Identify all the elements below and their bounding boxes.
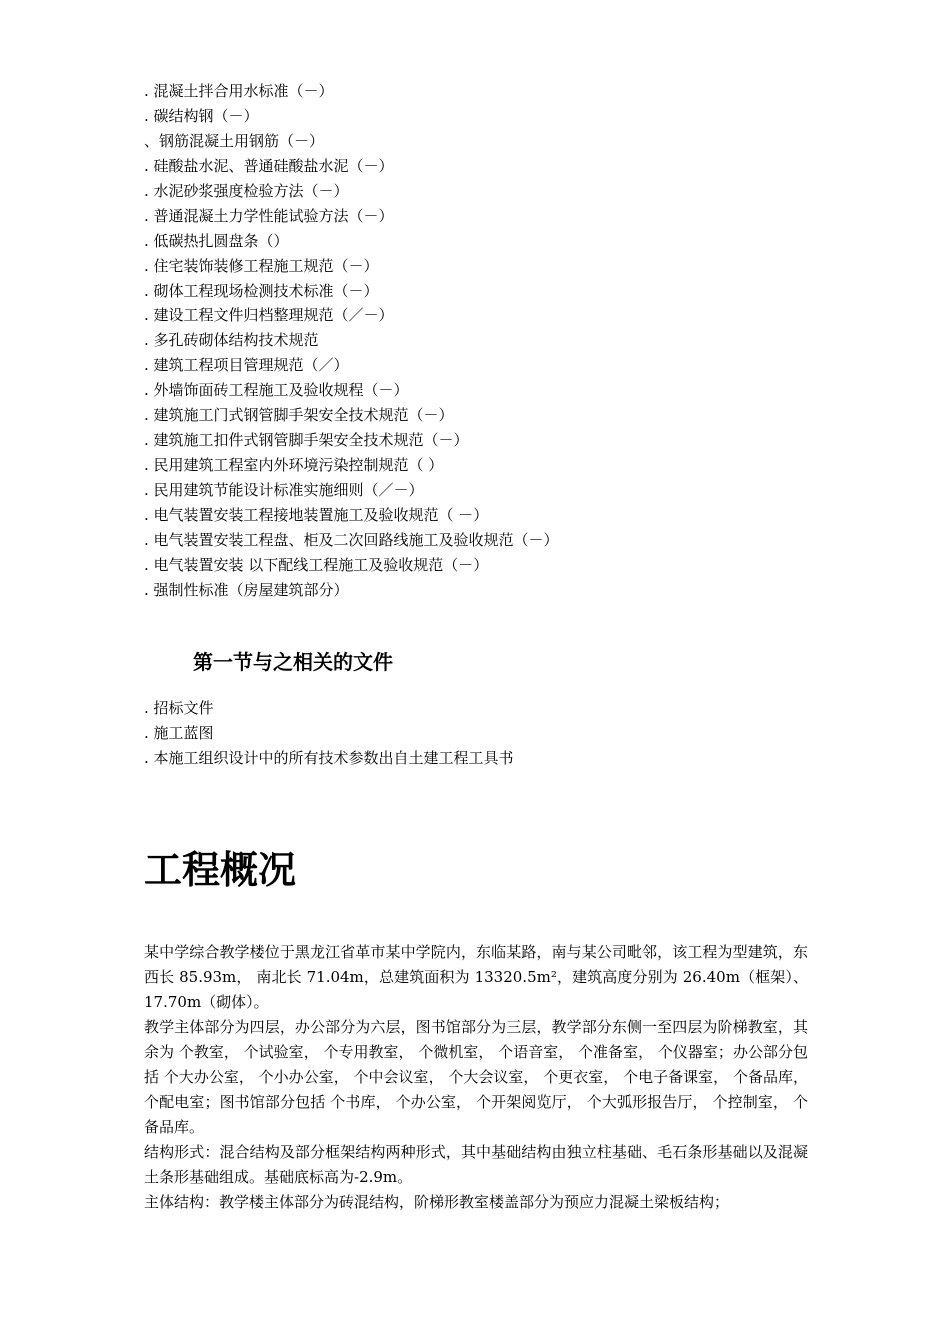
section-heading: 第一节与之相关的文件 bbox=[193, 650, 393, 674]
project-overview bbox=[144, 940, 808, 1215]
document-item: . 招标文件 bbox=[144, 699, 214, 717]
standard-item: . 碳结构钢（－） bbox=[144, 106, 259, 125]
standard-item: . 多孔砖砌体结构技术规范 bbox=[144, 331, 319, 350]
chapter-heading: 工程概况 bbox=[144, 847, 297, 892]
standard-item: . 硅酸盐水泥、普通硅酸盐水泥（－） bbox=[144, 156, 394, 175]
standards-list bbox=[144, 79, 559, 603]
standard-item: . 混凝土拌合用水标准（－） bbox=[144, 82, 334, 100]
standard-item: . 住宅装饰装修工程施工规范（－） bbox=[144, 256, 379, 275]
standard-item: . 水泥砂浆强度检验方法（－） bbox=[144, 181, 349, 200]
standard-item: 、钢筋混凝土用钢筋（－） bbox=[144, 131, 325, 150]
standard-item: . 建筑施工扣件式钢管脚手架安全技术规范（－） bbox=[144, 431, 469, 450]
standard-item: . 建筑工程项目管理规范（／） bbox=[144, 356, 349, 375]
document-item: . 施工蓝图 bbox=[144, 724, 214, 742]
overview-paragraph: 教学主体部分为四层，办公部分为六层，图书馆部分为三层，教学部分东侧一至四层为阶梯教室，其余为 个教室， 个试验室， 个专用教室， 个微机室， 个语音室， 个准备室， 个仪器室；办公部分包括 个大办公室， 个小办公室， 个中会议室， 个大会议室， 个更衣室， 个电子备课室， 个备品库， 个配电室；图书馆部分包括 个书库， 个办公室， 个开架阅览厅， 个大弧形报告厅， 个控制室， 个备品库。 bbox=[144, 1018, 808, 1136]
related-documents-list bbox=[144, 696, 514, 771]
document-item: . 本施工组织设计中的所有技术参数出自土建工程工具书 bbox=[144, 749, 514, 767]
standard-item: . 强制性标准（房屋建筑部分） bbox=[144, 580, 349, 599]
overview-paragraph: 结构形式：混合结构及部分框架结构两种形式，其中基础结构由独立柱基础、毛石条形基础以及混凝土条形基础组成。基础底标高为-2.9m。 bbox=[144, 1143, 808, 1186]
standard-item: . 电气装置安装工程接地装置施工及验收规范（ －） bbox=[144, 505, 489, 524]
standard-item: . 建筑施工门式钢管脚手架安全技术规范（－） bbox=[144, 406, 454, 425]
standard-item: . 民用建筑工程室内外环境污染控制规范（ ） bbox=[144, 456, 444, 475]
overview-paragraph: 主体结构：教学楼主体部分为砖混结构，阶梯形教室楼盖部分为预应力混凝土梁板结构； bbox=[144, 1193, 730, 1211]
standard-item: . 民用建筑节能设计标准实施细则（／－） bbox=[144, 481, 424, 499]
standard-item: . 低碳热扎圆盘条（） bbox=[144, 231, 289, 250]
standard-item: . 外墙饰面砖工程施工及验收规程（－） bbox=[144, 381, 409, 400]
standard-item: . 电气装置安装工程盘、柜及二次回路线施工及验收规范（－） bbox=[144, 530, 559, 549]
standard-item: . 普通混凝土力学性能试验方法（－） bbox=[144, 206, 394, 225]
standard-item: . 电气装置安装 以下配线工程施工及验收规范（－） bbox=[144, 555, 489, 574]
standard-item: . 建设工程文件归档整理规范（／－） bbox=[144, 306, 394, 325]
standard-item: . 砌体工程现场检测技术标准（－） bbox=[144, 281, 379, 300]
overview-paragraph: 某中学综合教学楼位于黑龙江省革市某中学院内，东临某路，南与某公司毗邻，该工程为型建筑，东西长 85.93m， 南北长 71.04m，总建筑面积为 13320.5m²，建筑高度分别为 26.40m（框架）、17.70m（砌体）。 bbox=[144, 943, 808, 1011]
